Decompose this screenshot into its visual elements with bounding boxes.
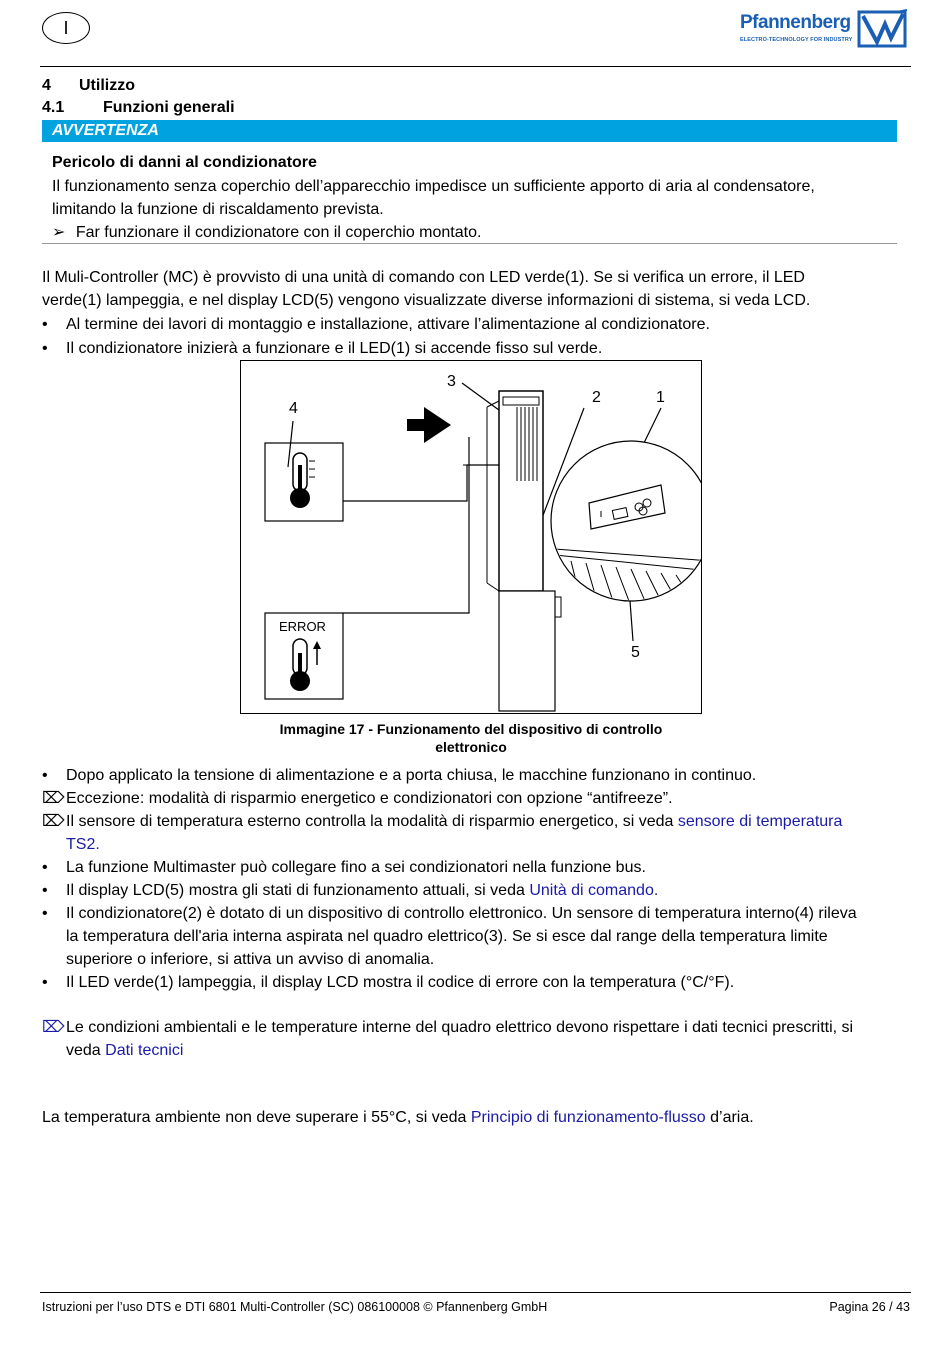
arrow-bullet-icon: ➢ [52, 224, 66, 241]
link-airflow-principle[interactable]: Principio di funzionamento-flusso [470, 1109, 706, 1126]
note3-line2 [66, 1039, 183, 1062]
caption-line2: elettronico [435, 739, 507, 755]
warning-bar: AVVERTENZA [42, 120, 897, 142]
ambient-text-a: La temperatura ambiente non deve superare i 55°C, si veda [42, 1109, 471, 1126]
header-rule [40, 66, 911, 67]
figure-caption [240, 720, 702, 756]
intro-line2: verde(1) lampeggia, e nel display LCD(5) vengono visualizzate diverse informazioni di sistema, si veda LCD. [42, 292, 811, 309]
link-ts2[interactable]: TS2. [66, 836, 100, 853]
item4-line2: la temperatura dell'aria interna aspirata nel quadro elettrico(3). Se si esce dal range della temperatura limite [66, 928, 828, 945]
pfannenberg-logo [740, 8, 910, 50]
list-item5: Il LED verde(1) lampeggia, il display LCD mostra il codice di errore con la temperatura (°C/°F). [66, 974, 735, 991]
bullet-icon: • [42, 905, 48, 922]
brand-tagline: ELECTRO-TECHNOLOGY FOR INDUSTRY [740, 37, 853, 43]
bullet-icon: • [42, 767, 48, 784]
note2 [66, 810, 842, 833]
caption-line1: Immagine 17 - Funzionamento del dispositivo di controllo [279, 721, 663, 737]
label-5: 5 [631, 644, 640, 661]
link-control-unit[interactable]: Unità di comando. [529, 882, 659, 899]
warning-bottom-rule [42, 243, 897, 244]
subsection-heading [42, 99, 235, 117]
warning-heading: Pericolo di danni al condizionatore [52, 154, 317, 171]
bullet-icon: • [42, 859, 48, 876]
language-badge: I [42, 12, 90, 44]
ambient-temperature-text [42, 1106, 754, 1129]
subsection-number: 4.1 [42, 99, 65, 116]
note2-text: Il sensore di temperatura esterno controlla la modalità di risparmio energetico, si veda [66, 813, 678, 830]
footer-rule [40, 1292, 911, 1293]
list-item3 [66, 879, 658, 902]
label-2: 2 [592, 389, 601, 406]
intro-bullet2: Il condizionatore inizierà a funzionare e il LED(1) si accende fisso sul verde. [66, 340, 603, 357]
warning-text-line2: limitando la funzione di riscaldamento prevista. [52, 201, 384, 218]
brand-mark-icon [857, 8, 909, 48]
note1: Eccezione: modalità di risparmio energetico e condizionatori con opzione “antifreeze”. [66, 790, 673, 807]
bullet-icon: • [42, 340, 48, 357]
hint-icon: ⌦ [42, 790, 65, 807]
list-item1: Dopo applicato la tensione di alimentazione e a porta chiusa, le macchine funzionano in continuo. [66, 767, 757, 784]
intro-line1: Il Muli-Controller (MC) è provvisto di una unità di comando con LED verde(1). Se si verifica un errore, il LED [42, 269, 805, 286]
figure-17 [240, 360, 702, 714]
link-temperature-sensor[interactable]: sensore di temperatura [677, 813, 843, 830]
item4-line3: superiore o inferiore, si attiva un avviso di anomalia. [66, 951, 435, 968]
subsection-title: Funzioni generali [103, 99, 235, 116]
label-3: 3 [447, 373, 456, 390]
warning-action [52, 221, 481, 244]
link-technical-data[interactable]: Dati tecnici [105, 1042, 184, 1059]
intro-bullet1: Al termine dei lavori di montaggio e installazione, attivare l’alimentazione al condizionatore. [66, 316, 710, 333]
warning-action-text: Far funzionare il condizionatore con il coperchio montato. [75, 224, 482, 241]
controller-diagram [241, 361, 701, 713]
warning-text-line1: Il funzionamento senza coperchio dell’apparecchio impedisce un sufficiente apporto di aria al condensatore, [52, 178, 815, 195]
ambient-text-b: d’aria. [705, 1109, 754, 1126]
item4-line1: Il condizionatore(2) è dotato di un dispositivo di controllo elettronico. Un sensore di temperatura interno(4) rileva [66, 905, 857, 922]
hint-icon: ⌦ [42, 813, 65, 830]
list-item2: La funzione Multimaster può collegare fino a sei condizionatori nella funzione bus. [66, 859, 646, 876]
hint-icon: ⌦ [42, 1019, 65, 1036]
brand-name: Pfannenberg [740, 12, 851, 33]
label-4: 4 [289, 400, 298, 417]
section-title: Utilizzo [79, 77, 135, 94]
section-number: 4 [42, 77, 51, 94]
page-number: Pagina 26 / 43 [829, 1300, 910, 1314]
bullet-icon: • [42, 882, 48, 899]
bullet-icon: • [42, 316, 48, 333]
note3-text: veda [66, 1042, 106, 1059]
bullet-icon: • [42, 974, 48, 991]
item3-text: Il display LCD(5) mostra gli stati di funzionamento attuali, si veda [66, 882, 530, 899]
error-text: ERROR [279, 619, 326, 634]
footer-left: Istruzioni per l’uso DTS e DTI 6801 Multi-Controller (SC) 086100008 © Pfannenberg GmbH [42, 1300, 548, 1314]
section-heading [42, 77, 135, 95]
label-1: 1 [656, 389, 665, 406]
note3-line1: Le condizioni ambientali e le temperature interne del quadro elettrico devono rispettare i dati tecnici prescritti, si [66, 1019, 854, 1036]
